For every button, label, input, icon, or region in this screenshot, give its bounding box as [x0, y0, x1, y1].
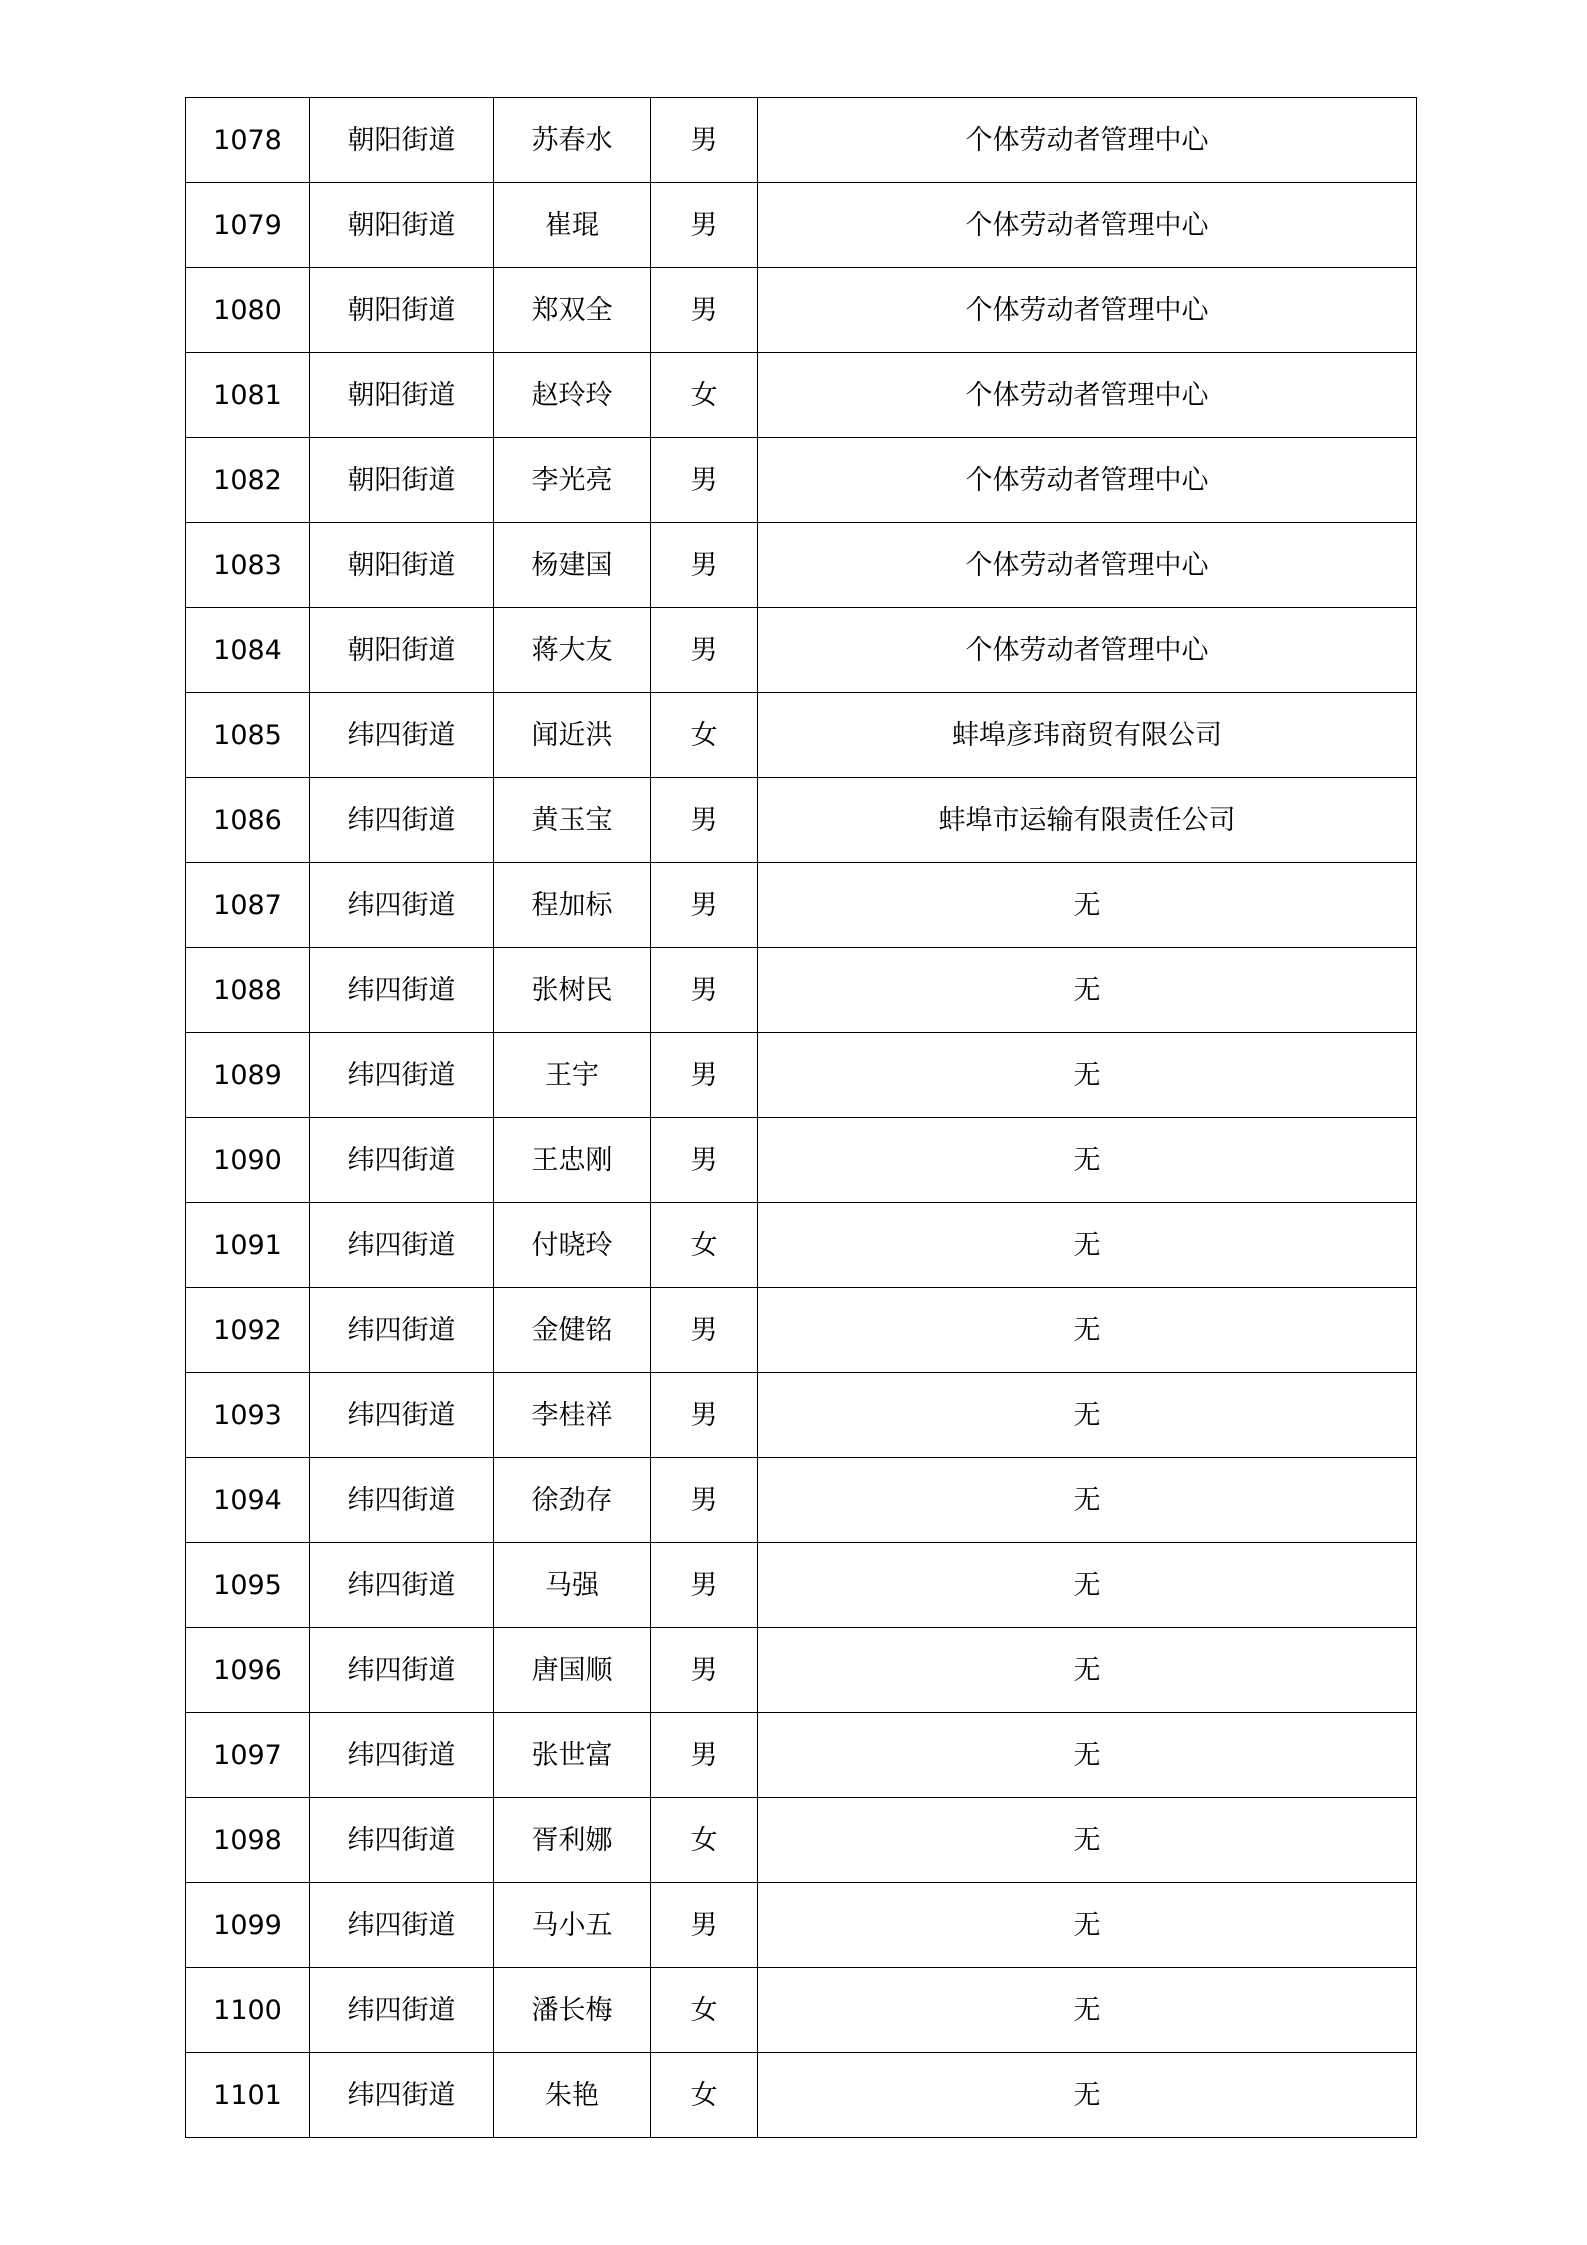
- cell-name: 马强: [494, 1543, 651, 1628]
- cell-number: 1096: [186, 1628, 310, 1713]
- cell-workplace: 个体劳动者管理中心: [758, 183, 1417, 268]
- cell-name: 郑双全: [494, 268, 651, 353]
- cell-number: 1097: [186, 1713, 310, 1798]
- cell-gender: 女: [651, 2053, 758, 2138]
- cell-workplace: 无: [758, 1458, 1417, 1543]
- cell-street: 纬四街道: [310, 778, 494, 863]
- table-row: [186, 1883, 1417, 1968]
- cell-name: 张树民: [494, 948, 651, 1033]
- cell-street: 纬四街道: [310, 1033, 494, 1118]
- cell-workplace: 蚌埠市运输有限责任公司: [758, 778, 1417, 863]
- cell-gender: 男: [651, 438, 758, 523]
- cell-street: 朝阳街道: [310, 183, 494, 268]
- cell-name: 闻近洪: [494, 693, 651, 778]
- cell-gender: 女: [651, 1968, 758, 2053]
- table-row: [186, 1543, 1417, 1628]
- cell-street: 纬四街道: [310, 1628, 494, 1713]
- cell-name: 付晓玲: [494, 1203, 651, 1288]
- cell-street: 纬四街道: [310, 1798, 494, 1883]
- cell-street: 朝阳街道: [310, 268, 494, 353]
- table-row: [186, 693, 1417, 778]
- cell-name: 马小五: [494, 1883, 651, 1968]
- table-row: [186, 1288, 1417, 1373]
- cell-gender: 男: [651, 98, 758, 183]
- cell-workplace: 蚌埠彦玮商贸有限公司: [758, 693, 1417, 778]
- cell-workplace: 个体劳动者管理中心: [758, 523, 1417, 608]
- table-row: [186, 1373, 1417, 1458]
- cell-workplace: 个体劳动者管理中心: [758, 98, 1417, 183]
- cell-number: 1101: [186, 2053, 310, 2138]
- table-row: [186, 438, 1417, 523]
- cell-number: 1084: [186, 608, 310, 693]
- cell-name: 朱艳: [494, 2053, 651, 2138]
- cell-name: 赵玲玲: [494, 353, 651, 438]
- table-row: [186, 353, 1417, 438]
- cell-workplace: 个体劳动者管理中心: [758, 268, 1417, 353]
- cell-gender: 男: [651, 1458, 758, 1543]
- cell-gender: 男: [651, 863, 758, 948]
- cell-number: 1095: [186, 1543, 310, 1628]
- cell-workplace: 个体劳动者管理中心: [758, 438, 1417, 523]
- cell-street: 朝阳街道: [310, 438, 494, 523]
- cell-name: 王宇: [494, 1033, 651, 1118]
- table-row: [186, 948, 1417, 1033]
- cell-workplace: 无: [758, 1883, 1417, 1968]
- cell-number: 1082: [186, 438, 310, 523]
- cell-street: 纬四街道: [310, 948, 494, 1033]
- cell-name: 唐国顺: [494, 1628, 651, 1713]
- cell-street: 纬四街道: [310, 1883, 494, 1968]
- cell-number: 1078: [186, 98, 310, 183]
- cell-street: 纬四街道: [310, 1203, 494, 1288]
- cell-street: 朝阳街道: [310, 98, 494, 183]
- cell-street: 朝阳街道: [310, 608, 494, 693]
- cell-number: 1100: [186, 1968, 310, 2053]
- cell-number: 1093: [186, 1373, 310, 1458]
- cell-number: 1087: [186, 863, 310, 948]
- cell-number: 1094: [186, 1458, 310, 1543]
- cell-workplace: 个体劳动者管理中心: [758, 353, 1417, 438]
- cell-name: 黄玉宝: [494, 778, 651, 863]
- table-row: [186, 863, 1417, 948]
- cell-workplace: 个体劳动者管理中心: [758, 608, 1417, 693]
- roster-table: [185, 97, 1417, 2138]
- cell-number: 1081: [186, 353, 310, 438]
- cell-gender: 男: [651, 183, 758, 268]
- cell-gender: 女: [651, 693, 758, 778]
- cell-gender: 男: [651, 1713, 758, 1798]
- cell-workplace: 无: [758, 1968, 1417, 2053]
- cell-name: 潘长梅: [494, 1968, 651, 2053]
- cell-number: 1088: [186, 948, 310, 1033]
- cell-gender: 女: [651, 1798, 758, 1883]
- table-row: [186, 778, 1417, 863]
- cell-street: 纬四街道: [310, 1968, 494, 2053]
- cell-workplace: 无: [758, 948, 1417, 1033]
- cell-gender: 男: [651, 523, 758, 608]
- cell-name: 崔琨: [494, 183, 651, 268]
- table-row: [186, 1118, 1417, 1203]
- cell-gender: 男: [651, 1543, 758, 1628]
- cell-number: 1089: [186, 1033, 310, 1118]
- cell-number: 1091: [186, 1203, 310, 1288]
- cell-gender: 女: [651, 1203, 758, 1288]
- cell-number: 1092: [186, 1288, 310, 1373]
- cell-gender: 男: [651, 1118, 758, 1203]
- table-row: [186, 1628, 1417, 1713]
- cell-street: 纬四街道: [310, 1713, 494, 1798]
- roster-body: [186, 98, 1417, 2138]
- cell-gender: 男: [651, 778, 758, 863]
- cell-workplace: 无: [758, 1288, 1417, 1373]
- table-row: [186, 183, 1417, 268]
- cell-number: 1090: [186, 1118, 310, 1203]
- cell-workplace: 无: [758, 1798, 1417, 1883]
- table-row: [186, 1968, 1417, 2053]
- cell-street: 纬四街道: [310, 1373, 494, 1458]
- cell-number: 1099: [186, 1883, 310, 1968]
- cell-gender: 男: [651, 948, 758, 1033]
- cell-gender: 男: [651, 268, 758, 353]
- cell-name: 程加标: [494, 863, 651, 948]
- table-row: [186, 98, 1417, 183]
- cell-name: 李桂祥: [494, 1373, 651, 1458]
- cell-street: 纬四街道: [310, 1288, 494, 1373]
- cell-workplace: 无: [758, 1713, 1417, 1798]
- cell-gender: 男: [651, 1883, 758, 1968]
- table-row: [186, 1033, 1417, 1118]
- cell-gender: 男: [651, 1288, 758, 1373]
- cell-number: 1080: [186, 268, 310, 353]
- cell-name: 蒋大友: [494, 608, 651, 693]
- cell-workplace: 无: [758, 1033, 1417, 1118]
- table-row: [186, 2053, 1417, 2138]
- cell-name: 张世富: [494, 1713, 651, 1798]
- cell-gender: 女: [651, 353, 758, 438]
- cell-street: 纬四街道: [310, 2053, 494, 2138]
- cell-workplace: 无: [758, 1543, 1417, 1628]
- cell-name: 杨建国: [494, 523, 651, 608]
- cell-street: 纬四街道: [310, 693, 494, 778]
- table-row: [186, 523, 1417, 608]
- cell-name: 徐劲存: [494, 1458, 651, 1543]
- cell-number: 1083: [186, 523, 310, 608]
- cell-street: 纬四街道: [310, 1118, 494, 1203]
- table-row: [186, 1203, 1417, 1288]
- cell-workplace: 无: [758, 863, 1417, 948]
- cell-street: 纬四街道: [310, 863, 494, 948]
- table-row: [186, 1458, 1417, 1543]
- cell-gender: 男: [651, 1628, 758, 1713]
- cell-street: 朝阳街道: [310, 353, 494, 438]
- cell-number: 1098: [186, 1798, 310, 1883]
- cell-workplace: 无: [758, 1118, 1417, 1203]
- cell-workplace: 无: [758, 1628, 1417, 1713]
- cell-gender: 男: [651, 1373, 758, 1458]
- cell-street: 纬四街道: [310, 1458, 494, 1543]
- cell-workplace: 无: [758, 1203, 1417, 1288]
- cell-number: 1086: [186, 778, 310, 863]
- cell-workplace: 无: [758, 1373, 1417, 1458]
- table-row: [186, 268, 1417, 353]
- cell-name: 苏春水: [494, 98, 651, 183]
- cell-gender: 男: [651, 608, 758, 693]
- cell-name: 李光亮: [494, 438, 651, 523]
- cell-name: 金健铭: [494, 1288, 651, 1373]
- cell-number: 1085: [186, 693, 310, 778]
- cell-name: 胥利娜: [494, 1798, 651, 1883]
- cell-street: 朝阳街道: [310, 523, 494, 608]
- cell-workplace: 无: [758, 2053, 1417, 2138]
- cell-street: 纬四街道: [310, 1543, 494, 1628]
- cell-name: 王忠刚: [494, 1118, 651, 1203]
- cell-number: 1079: [186, 183, 310, 268]
- table-row: [186, 1798, 1417, 1883]
- table-row: [186, 1713, 1417, 1798]
- cell-gender: 男: [651, 1033, 758, 1118]
- table-row: [186, 608, 1417, 693]
